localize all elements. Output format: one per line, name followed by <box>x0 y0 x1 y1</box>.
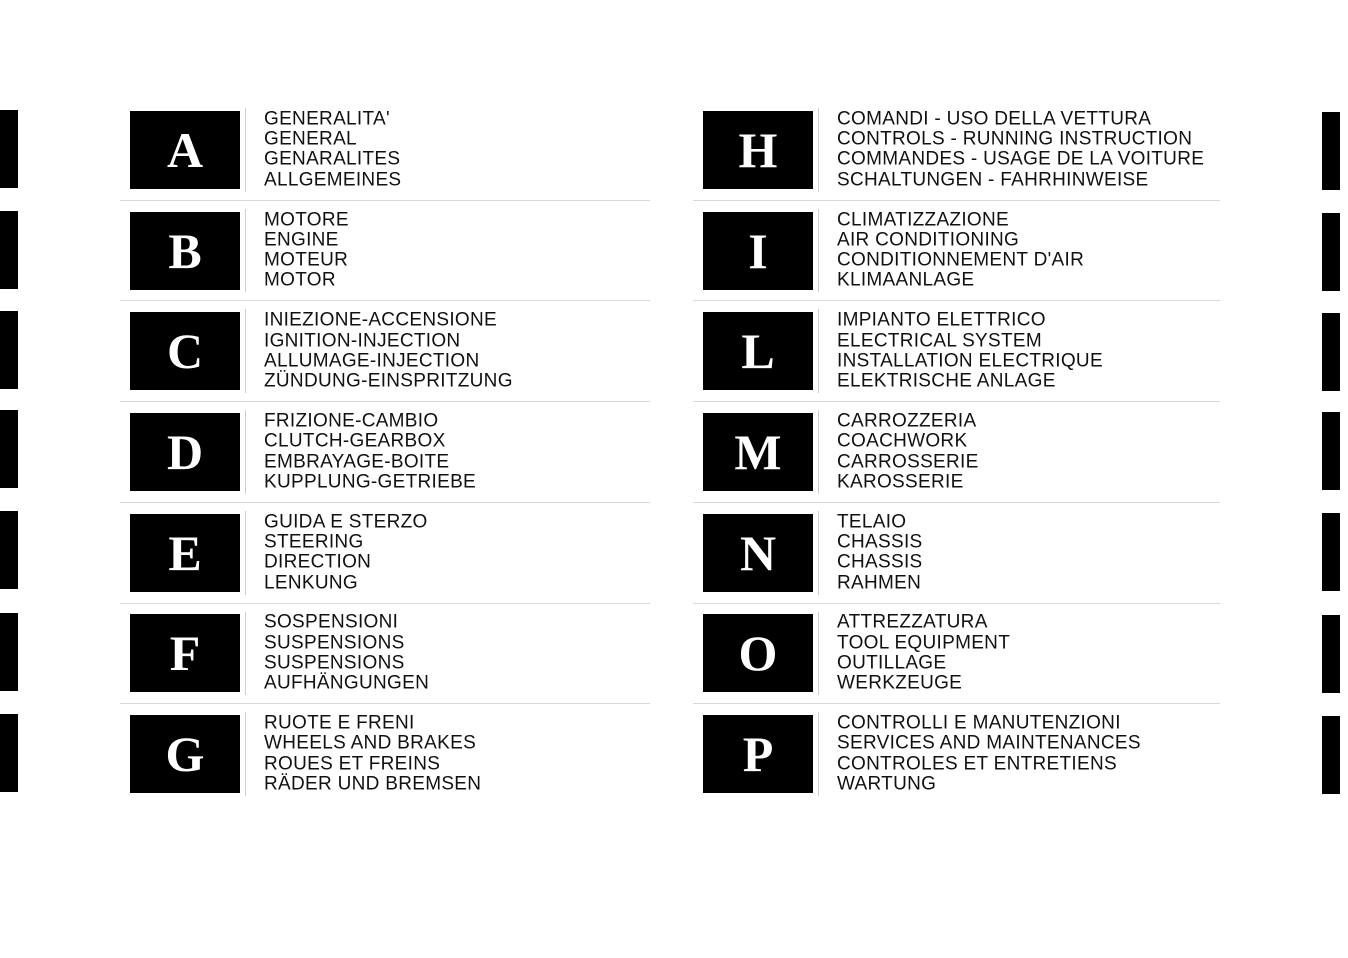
section-divider <box>245 108 246 192</box>
section-labels <box>837 109 1204 190</box>
section-f[interactable] <box>120 604 650 705</box>
thumb-tab-h <box>1322 112 1340 190</box>
section-divider <box>245 511 246 595</box>
section-label: WHEELS AND BRAKES <box>264 732 477 754</box>
thumb-tab-o <box>1322 615 1340 693</box>
section-label: CHASSIS <box>837 551 923 573</box>
thumb-tab-d <box>0 410 18 488</box>
section-label: RÄDER UND BREMSEN <box>264 773 482 795</box>
section-divider <box>245 712 246 796</box>
section-label: WERKZEUGE <box>837 672 963 694</box>
section-divider <box>818 209 819 293</box>
section-p[interactable] <box>693 704 1220 804</box>
section-label: CONTROLS - RUNNING INSTRUCTION <box>837 128 1193 150</box>
section-label: AIR CONDITIONING <box>837 229 1020 251</box>
section-label: WARTUNG <box>837 773 937 795</box>
section-label: ZÜNDUNG-EINSPRITZUNG <box>264 370 513 392</box>
section-labels <box>837 411 979 492</box>
section-label: SERVICES AND MAINTENANCES <box>837 732 1141 754</box>
section-letter-f: F <box>130 614 240 692</box>
section-label: TOOL EQUIPMENT <box>837 632 1011 654</box>
section-label: LENKUNG <box>264 572 358 594</box>
section-label: CARROSSERIE <box>837 451 979 473</box>
section-label: EMBRAYAGE-BOITE <box>264 451 450 473</box>
section-letter-e: E <box>130 514 240 592</box>
section-divider <box>818 108 819 192</box>
section-labels <box>264 109 401 190</box>
section-o[interactable] <box>693 604 1220 705</box>
section-divider <box>818 612 819 696</box>
section-labels <box>264 411 476 492</box>
section-label: CARROZZERIA <box>837 410 977 432</box>
section-labels <box>837 613 1010 694</box>
section-label: TELAIO <box>837 511 907 533</box>
section-label: GENERALITA' <box>264 108 390 130</box>
section-letter-p: P <box>703 715 813 793</box>
section-label: COACHWORK <box>837 430 968 452</box>
section-label: AUFHÄNGUNGEN <box>264 672 430 694</box>
section-i[interactable] <box>693 201 1220 302</box>
section-labels <box>264 311 513 392</box>
section-label: KAROSSERIE <box>837 471 964 493</box>
section-b[interactable] <box>120 201 650 302</box>
section-label: RUOTE E FRENI <box>264 712 415 734</box>
section-divider <box>818 511 819 595</box>
section-g[interactable] <box>120 704 650 804</box>
section-m[interactable] <box>693 402 1220 503</box>
section-labels <box>264 613 429 694</box>
section-label: CONTROLLI E MANUTENZIONI <box>837 712 1121 734</box>
thumb-tab-a <box>0 110 18 188</box>
section-label: SCHALTUNGEN - FAHRHINWEISE <box>837 169 1149 191</box>
section-label: ATTREZZATURA <box>837 611 988 633</box>
thumb-tab-f <box>0 613 18 691</box>
section-letter-o: O <box>703 614 813 692</box>
section-label: MOTOR <box>264 269 336 291</box>
section-label: ENGINE <box>264 229 339 251</box>
section-divider <box>245 309 246 393</box>
section-divider <box>245 410 246 494</box>
section-letter-a: A <box>130 111 240 189</box>
section-label: SUSPENSIONS <box>264 652 405 674</box>
section-letter-h: H <box>703 111 813 189</box>
section-letter-n: N <box>703 514 813 592</box>
section-label: FRIZIONE-CAMBIO <box>264 410 439 432</box>
section-c[interactable] <box>120 301 650 402</box>
section-label: SUSPENSIONS <box>264 632 405 654</box>
section-letter-g: G <box>130 715 240 793</box>
thumb-tab-l <box>1322 313 1340 391</box>
section-label: IMPIANTO ELETTRICO <box>837 309 1046 331</box>
thumb-tab-c <box>0 311 18 389</box>
section-l[interactable] <box>693 301 1220 402</box>
section-labels <box>264 210 349 291</box>
section-label: ELECTRICAL SYSTEM <box>837 330 1042 351</box>
section-n[interactable] <box>693 503 1220 604</box>
section-divider <box>818 309 819 393</box>
section-label: CLIMATIZZAZIONE <box>837 208 1009 230</box>
section-label: CHASSIS <box>837 531 923 553</box>
section-letter-l: L <box>703 312 813 390</box>
section-label: KUPPLUNG-GETRIEBE <box>264 471 477 493</box>
section-label: CONTROLES ET ENTRETIENS <box>837 753 1117 775</box>
section-label: GUIDA E STERZO <box>264 511 428 533</box>
section-labels <box>837 512 923 593</box>
section-label: ROUES ET FREINS <box>264 753 441 775</box>
section-label: GENERAL <box>264 128 357 150</box>
section-label: IGNITION-INJECTION <box>264 330 461 351</box>
section-letter-c: C <box>130 312 240 390</box>
thumb-tab-m <box>1322 412 1340 490</box>
section-labels <box>837 311 1103 392</box>
section-labels <box>264 714 481 795</box>
section-label: SOSPENSIONI <box>264 611 399 633</box>
section-letter-b: B <box>130 212 240 290</box>
thumb-tab-e <box>0 511 18 589</box>
section-divider <box>818 410 819 494</box>
thumb-tab-i <box>1322 213 1340 291</box>
thumb-tab-p <box>1322 716 1340 794</box>
section-label: STEERING <box>264 531 364 553</box>
section-label: MOTORE <box>264 208 349 230</box>
section-letter-d: D <box>130 413 240 491</box>
section-label: KLIMAANLAGE <box>837 269 975 291</box>
thumb-tab-b <box>0 211 18 289</box>
section-label: ELEKTRISCHE ANLAGE <box>837 370 1056 392</box>
thumb-tab-g <box>0 714 18 792</box>
section-a[interactable] <box>120 100 650 201</box>
section-d[interactable] <box>120 402 650 503</box>
section-labels <box>837 210 1084 291</box>
right-section-index <box>693 100 1220 804</box>
section-letter-i: I <box>703 212 813 290</box>
section-label: COMANDI - USO DELLA VETTURA <box>837 108 1152 130</box>
section-label: INSTALLATION ELECTRIQUE <box>837 350 1103 372</box>
section-e[interactable] <box>120 503 650 604</box>
section-label: DIRECTION <box>264 551 372 573</box>
section-label: OUTILLAGE <box>837 652 947 674</box>
section-label: CLUTCH-GEARBOX <box>264 430 446 452</box>
section-label: CONDITIONNEMENT D'AIR <box>837 249 1085 271</box>
section-labels <box>837 714 1141 795</box>
section-h[interactable] <box>693 100 1220 201</box>
thumb-tab-n <box>1322 513 1340 591</box>
section-label: RAHMEN <box>837 572 922 594</box>
section-divider <box>245 612 246 696</box>
section-labels <box>264 512 428 593</box>
section-label: GENARALITES <box>264 148 401 170</box>
section-letter-m: M <box>703 413 813 491</box>
section-label: ALLUMAGE-INJECTION <box>264 350 480 372</box>
section-label: ALLGEMEINES <box>264 169 402 191</box>
section-divider <box>818 712 819 796</box>
section-label: COMMANDES - USAGE DE LA VOITURE <box>837 148 1205 170</box>
left-section-index <box>120 100 650 804</box>
section-label: MOTEUR <box>264 249 349 271</box>
section-label: INIEZIONE-ACCENSIONE <box>264 309 497 331</box>
section-divider <box>245 209 246 293</box>
